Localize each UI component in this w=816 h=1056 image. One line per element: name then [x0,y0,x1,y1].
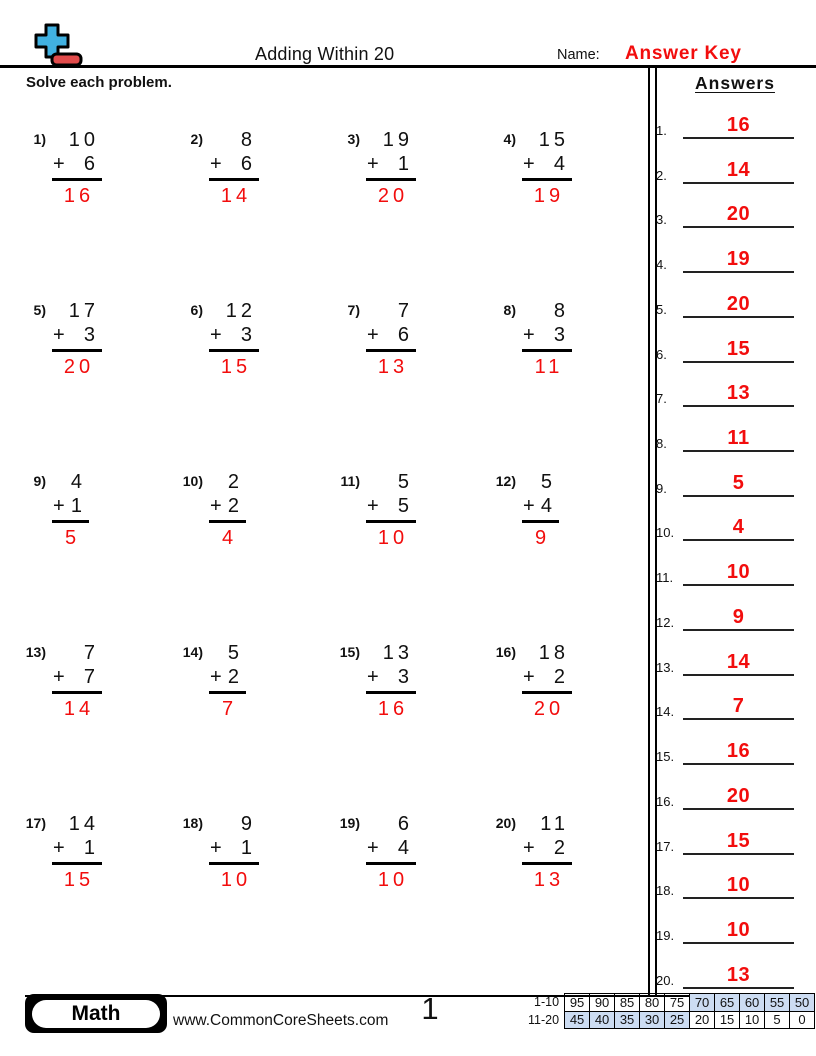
problem-number: 6) [190,302,203,318]
plus-sign: + [210,153,222,175]
problem-addend-row [52,835,102,865]
problem-addend: 2 [227,666,243,688]
grading-score-cell: 45 [565,1011,590,1029]
answer-item-value: 9 [683,607,794,631]
answer-item-number: 9. [656,480,667,496]
answer-item-number: 11. [656,570,674,586]
answer-item-value: 19 [683,249,794,273]
problem-top-number: 12 [225,300,256,322]
problem-addend: 3 [83,324,99,346]
answer-item-number: 6. [656,346,667,362]
header-rule [0,65,816,68]
plus-sign: + [367,837,379,859]
problem-answer: 13 [377,356,409,378]
grading-score-cell: 55 [765,994,790,1012]
answers-panel-title: Answers [695,73,775,93]
problem-addend-row [522,493,559,523]
answer-item-value: 15 [683,339,794,363]
answer-item-value: 14 [683,652,794,676]
problem-addend: 4 [397,837,413,859]
answer-item-number: 12. [656,614,675,630]
grading-score-cell: 20 [690,1011,715,1029]
problem-number: 1) [33,131,46,147]
problem-number: 15) [339,644,360,660]
problem [177,470,246,549]
problem-addend-row [209,664,246,694]
problem [20,470,89,549]
answer-list-item [656,774,794,810]
problem [490,641,572,720]
problem-addend: 3 [553,324,569,346]
problem-number: 9) [33,473,46,489]
problem-addend-row [52,322,102,352]
answer-item-value: 20 [683,204,794,228]
answer-item-value: 7 [683,696,794,720]
answer-item-value: 4 [683,517,794,541]
problem-addend-row [52,664,102,694]
answer-item-number: 3. [656,212,667,228]
answer-list-item [656,953,794,989]
problem-answer: 5 [64,527,81,549]
plus-sign: + [367,666,379,688]
problem [20,812,102,891]
problem-top-number: 11 [540,813,569,835]
problem-answer: 14 [220,185,252,207]
problem-addend: 4 [553,153,569,175]
grading-score-cell: 95 [565,994,590,1012]
answer-item-number: 4. [656,257,667,273]
problem-number: 5) [33,302,46,318]
worksheet-title: Adding Within 20 [255,44,395,64]
problem-answer: 10 [377,527,409,549]
problem-addend-row [209,493,246,523]
problem [334,812,416,891]
plus-sign: + [367,324,379,346]
problem-addend: 2 [227,495,243,517]
problem [490,128,572,207]
problem-top-number: 8 [553,300,569,322]
answer-item-number: 7. [656,391,667,407]
answer-list-item [656,595,794,631]
problem-number: 19) [339,815,360,831]
plus-sign: + [523,666,535,688]
problem-addend-row [52,493,89,523]
problem-answer: 19 [533,185,565,207]
problem-addend-row [209,151,259,181]
problem-addend-row [366,151,416,181]
grading-score-cell: 0 [790,1011,815,1029]
plus-sign: + [53,666,65,688]
problem-number: 20) [495,815,516,831]
problem-top-number: 4 [70,471,86,493]
problem-addend-row [209,322,259,352]
grading-score-cell: 5 [765,1011,790,1029]
page-number: 1 [421,991,439,1026]
problem-answer: 16 [377,698,409,720]
problem [20,128,102,207]
grading-score-cell: 15 [715,1011,740,1029]
problem [334,299,416,378]
problem-number: 13) [25,644,46,660]
problem [490,299,572,378]
problem-answer: 20 [63,356,95,378]
plus-sign: + [210,666,222,688]
answer-list-item [656,684,794,720]
answer-item-number: 1. [656,123,667,138]
problem-answer: 9 [534,527,551,549]
answer-item-number: 2. [656,167,667,183]
problem-top-number: 5 [227,642,243,664]
grading-row [528,1011,815,1029]
plus-sign: + [367,495,379,517]
problem-addend: 7 [83,666,99,688]
problem [490,812,572,891]
problem-answer: 20 [377,185,409,207]
problem-addend-row [522,322,572,352]
grading-row [528,994,815,1012]
answer-item-number: 8. [656,436,667,452]
problem-addend: 6 [240,153,256,175]
plus-sign: + [523,324,535,346]
problem-number: 12) [495,473,516,489]
website-text: www.CommonCoreSheets.com [173,1012,389,1029]
problem-addend: 1 [70,495,86,517]
problem-top-number: 6 [397,813,413,835]
problem-answer: 10 [220,869,252,891]
problem-top-number: 18 [538,642,569,664]
problem-number: 14) [182,644,203,660]
problem [177,299,259,378]
problem-top-number: 9 [240,813,256,835]
grading-score-cell: 40 [590,1011,615,1029]
problem-top-number: 8 [240,129,256,151]
problem-answer: 4 [221,527,238,549]
plus-sign: + [523,837,535,859]
grading-score-cell: 10 [740,1011,765,1029]
problem-number: 3) [347,131,360,147]
problem-number: 18) [182,815,203,831]
problem-addend-row [522,151,572,181]
problem [20,299,102,378]
plus-sign: + [523,153,535,175]
plus-sign: + [210,324,222,346]
grading-score-cell: 30 [640,1011,665,1029]
answer-list-item [656,371,794,407]
answer-item-number: 10. [656,525,675,541]
problem-top-number: 17 [68,300,99,322]
answer-list-item [656,863,794,899]
grading-score-cell: 85 [615,994,640,1012]
answer-item-number: 18. [656,883,675,899]
answer-item-value: 11 [683,428,794,452]
answer-item-value: 20 [683,786,794,810]
plus-minus-logo-icon [32,22,84,68]
problem-addend-row [366,322,416,352]
problem-number: 7) [347,302,360,318]
problem-top-number: 15 [538,129,569,151]
problem-top-number: 19 [382,129,413,151]
problem-addend: 3 [397,666,413,688]
problem-addend-row [366,493,416,523]
problem [177,641,246,720]
grading-score-cell: 70 [690,994,715,1012]
answer-item-number: 17. [656,838,675,854]
problem-addend: 1 [83,837,99,859]
problem-top-number: 14 [68,813,99,835]
answer-list-item [656,729,794,765]
problem-top-number: 10 [68,129,99,151]
problem [177,812,259,891]
problem-addend-row [52,151,102,181]
problem [20,641,102,720]
problem-addend-row [366,835,416,865]
answer-item-value: 5 [683,473,794,497]
problem-number: 16) [495,644,516,660]
answer-item-value: 15 [683,831,794,855]
problem-answer: 15 [220,356,252,378]
plus-sign: + [53,324,65,346]
answer-list-item [656,416,794,452]
problem [334,641,416,720]
answer-list-item [656,461,794,497]
problem-answer: 15 [63,869,95,891]
grading-range-label: 1-10 [534,995,560,1010]
answer-key-label: Answer Key [625,43,742,64]
plus-sign: + [53,153,65,175]
answer-item-value: 10 [683,562,794,586]
problem-number: 11) [340,473,360,489]
problem [490,470,559,549]
grading-score-cell: 60 [740,994,765,1012]
answer-list-item [656,908,794,944]
grading-score-cell: 75 [665,994,690,1012]
problem-addend: 2 [553,837,569,859]
problem-answer: 20 [533,698,565,720]
plus-sign: + [523,495,535,517]
answer-list-item [656,550,794,586]
plus-sign: + [210,837,222,859]
grading-score-cell: 90 [590,994,615,1012]
answer-item-number: 16. [656,793,675,809]
problem-answer: 14 [63,698,95,720]
problem-addend: 3 [240,324,256,346]
problem-addend: 6 [397,324,413,346]
problem-top-number: 2 [227,471,243,493]
problem-top-number: 7 [397,300,413,322]
answer-item-value: 13 [683,965,794,989]
problem [334,128,416,207]
grading-score-cell: 80 [640,994,665,1012]
problem-addend: 1 [397,153,413,175]
plus-sign: + [210,495,222,517]
problem-answer: 7 [221,698,238,720]
grading-score-cell: 65 [715,994,740,1012]
instruction-text: Solve each problem. [26,74,172,91]
answer-list-item [656,237,794,273]
problem-answer: 10 [377,869,409,891]
plus-sign: + [367,153,379,175]
answer-list-item [656,103,794,139]
subject-badge-label: Math [32,1000,160,1028]
problem-addend: 4 [540,495,556,517]
problem-number: 8) [503,302,516,318]
answer-item-value: 16 [683,115,794,139]
subject-badge [25,994,167,1033]
answer-item-number: 13. [656,659,675,675]
grading-score-cell: 50 [790,994,815,1012]
grading-range-label: 11-20 [528,1012,560,1027]
answer-list-item [656,327,794,363]
grading-score-cell: 35 [615,1011,640,1029]
problem-top-number: 7 [83,642,99,664]
problem-number: 17) [25,815,46,831]
answer-item-number: 19. [656,927,675,943]
answer-item-number: 15. [656,749,675,765]
problem-addend: 1 [240,837,256,859]
problem [334,470,416,549]
answer-list-item [656,148,794,184]
problem-addend: 2 [553,666,569,688]
problem-answer: 16 [63,185,95,207]
problem-addend: 5 [397,495,413,517]
problem-addend-row [522,664,572,694]
answer-list-item [656,192,794,228]
answer-list-item [656,640,794,676]
answer-item-value: 10 [683,920,794,944]
answer-item-value: 16 [683,741,794,765]
answer-list-item [656,282,794,318]
answer-list-item [656,819,794,855]
problem-answer: 11 [534,356,564,378]
problem-answer: 13 [533,869,565,891]
answer-item-number: 20. [656,972,675,988]
problem-number: 2) [190,131,203,147]
problem-addend-row [209,835,259,865]
problem-addend-row [366,664,416,694]
answer-item-number: 14. [656,704,675,720]
plus-sign: + [53,495,65,517]
answer-item-value: 13 [683,383,794,407]
problem-addend-row [522,835,572,865]
problem-top-number: 13 [382,642,413,664]
answer-item-number: 5. [656,301,667,317]
grading-table [528,993,815,1029]
answer-list-item [656,505,794,541]
problem-number: 4) [503,131,516,147]
grading-score-cell: 25 [665,1011,690,1029]
problem-addend: 6 [83,153,99,175]
name-label: Name: [557,47,600,63]
answer-item-value: 10 [683,875,794,899]
problem-top-number: 5 [397,471,413,493]
problem-number: 10) [182,473,203,489]
answer-item-value: 20 [683,294,794,318]
answer-item-value: 14 [683,160,794,184]
problem-top-number: 5 [540,471,556,493]
plus-sign: + [53,837,65,859]
problem [177,128,259,207]
